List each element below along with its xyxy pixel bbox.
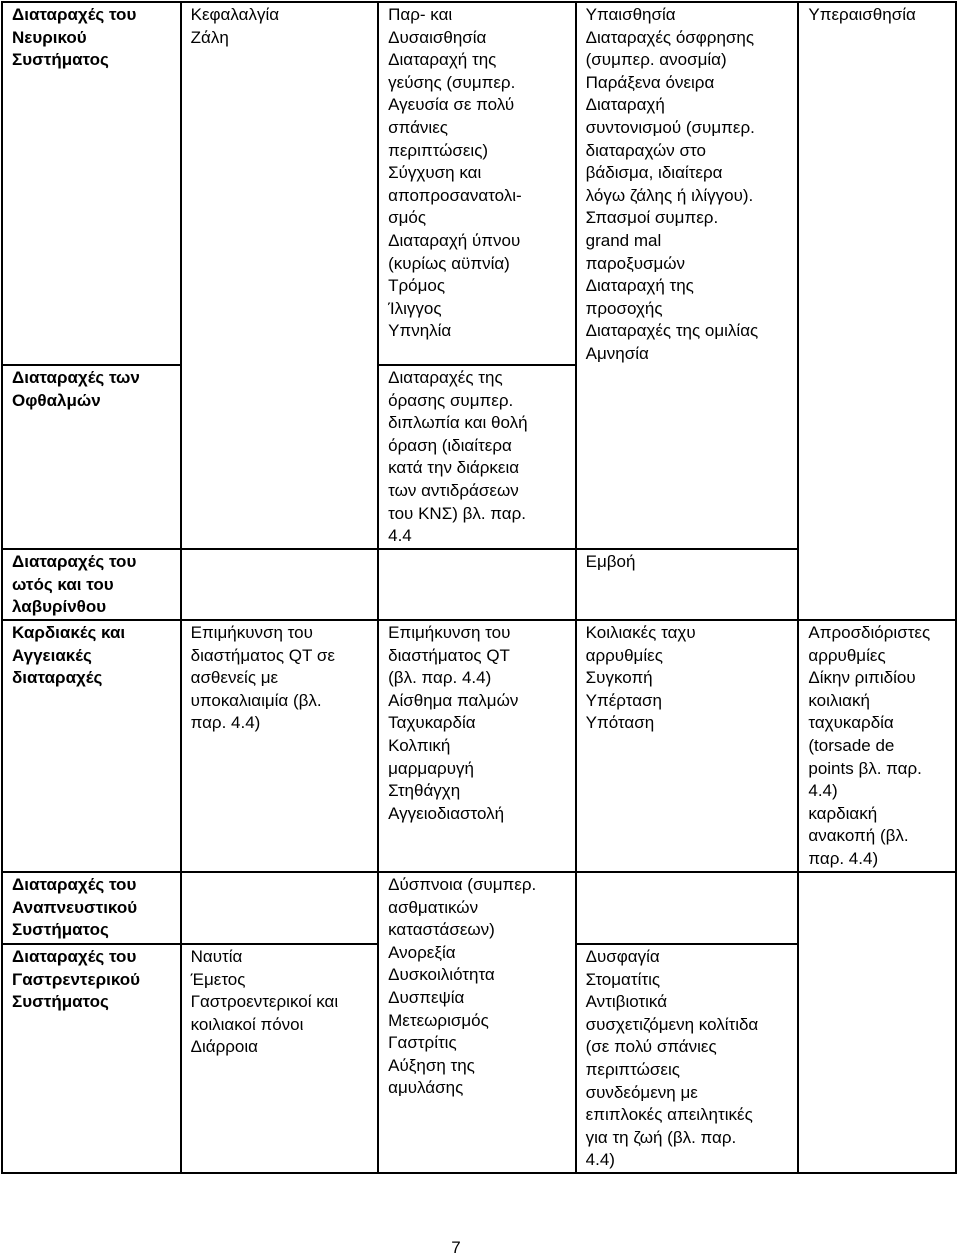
rare-cell [798,2,956,620]
very-common-cell [181,620,379,872]
very-common-cell [181,872,379,944]
uncommon-cell [576,944,799,1173]
uncommon-effects: Δυσφαγία Στοματίτις Αντιβιοτικά συσχετιζόμενη κολίτιδα (σε πολύ σπάνιες περιπτώσεις συνδεόμενη με επιπλοκές απειλητικές για τη ζωή (βλ. παρ. 4.4) [585,947,759,1170]
common-effects: Παρ- και Δυσαισθησία Διαταραχή της γεύσης (συμπερ. Αγευσία σε πολύ σπάνιες περιπτώσεις) Σύγχυση και αποπροσανατολι- σμός Διαταραχή ύπνου (κυρίως αϋπνία) Τρόμος Ίλιγγος Υπνηλία [388,5,522,341]
system-organ-class: Διαταραχές του ωτός και του λαβυρίνθου [12,552,137,617]
system-organ-class: Διαταραχές του Γαστρεντερικού Συστήματος [12,947,141,1012]
uncommon-cell [576,620,799,872]
rare-effects: Υπεραισθησία [808,5,916,24]
system-organ-class-cell [2,872,181,944]
system-organ-class-cell [2,2,181,365]
very-common-cell [181,549,379,620]
uncommon-cell [576,872,799,944]
common-cell [378,365,576,549]
uncommon-effects: Υπαισθησία Διαταραχές όσφρησης (συμπερ. ανοσμία) Παράξενα όνειρα Διαταραχή συντονισμού (συμπερ. διαταραχών στο βάδισμα, ιδιαίτερα λόγω ζάλης ή ιλίγγου). Σπασμοί συμπερ. grand mal παροξυσμών Διαταραχή της προσοχής Διαταραχές της ομιλίας Αμνησία [585,5,759,363]
table-row [2,620,956,872]
uncommon-effects: Εμβοή [585,552,636,571]
common-cell [378,872,576,1173]
page-number: 7 [451,1238,461,1257]
adverse-effects-table [1,1,957,1174]
rare-effects: Απροσδιόριστες αρρυθμίες Δίκην ριπιδίου κοιλιακή ταχυκαρδία (torsade de points βλ. παρ. 4.4) καρδιακή ανακοπή (βλ. παρ. 4.4) [808,623,931,868]
very-common-cell [181,944,379,1173]
uncommon-cell [576,2,799,549]
common-effects: Ανορεξία Δυσκοιλιότητα Δυσπεψία Μετεωρισμός Γαστρίτις Αύξηση της αμυλάσης [388,942,495,1098]
common-effects: Δύσπνοια (συμπερ. ασθματικών καταστάσεων) [388,875,537,940]
common-effects: Διαταραχές της όρασης συμπερ. διπλωπία και θολή όραση (ιδιαίτερα κατά την διάρκεια των αντιδράσεων του ΚΝΣ) βλ. παρ. 4.4 [388,368,528,546]
uncommon-cell [576,549,799,620]
system-organ-class: Καρδιακές και Αγγειακές διαταραχές [12,623,126,688]
very-common-effects: Ναυτία Έμετος Γαστροεντερικοί και κοιλιακοί πόνοι Διάρροια [190,947,339,1057]
system-organ-class-cell [2,944,181,1173]
system-organ-class: Διαταραχές του Αναπνευστικού Συστήματος [12,875,138,940]
table-row [2,872,956,944]
system-organ-class-cell [2,620,181,872]
very-common-effects: Επιμήκυνση του διαστήματος QT σε ασθενείς με υποκαλιαιμία (βλ. παρ. 4.4) [190,623,335,733]
common-cell [378,620,576,872]
system-organ-class: Διαταραχές των Οφθαλμών [12,368,140,410]
very-common-effects: Κεφαλαλγία Ζάλη [190,5,280,47]
rare-cell [798,620,956,872]
table-row [2,2,956,365]
system-organ-class-cell [2,549,181,620]
uncommon-effects: Κοιλιακές ταχυ αρρυθμίες Συγκοπή Υπέρταση Υπόταση [585,623,696,733]
very-common-cell [181,2,379,549]
rare-cell [798,872,956,1173]
common-effects: Επιμήκυνση του διαστήματος QT (βλ. παρ. 4.4) Αίσθημα παλμών Ταχυκαρδία Κολπική μαρμαρυγή Στηθάγχη Αγγειοδιαστολή [388,623,519,823]
common-cell [378,2,576,365]
system-organ-class-cell [2,365,181,549]
system-organ-class: Διαταραχές του Νευρικού Συστήματος [12,5,137,70]
common-cell [378,549,576,620]
